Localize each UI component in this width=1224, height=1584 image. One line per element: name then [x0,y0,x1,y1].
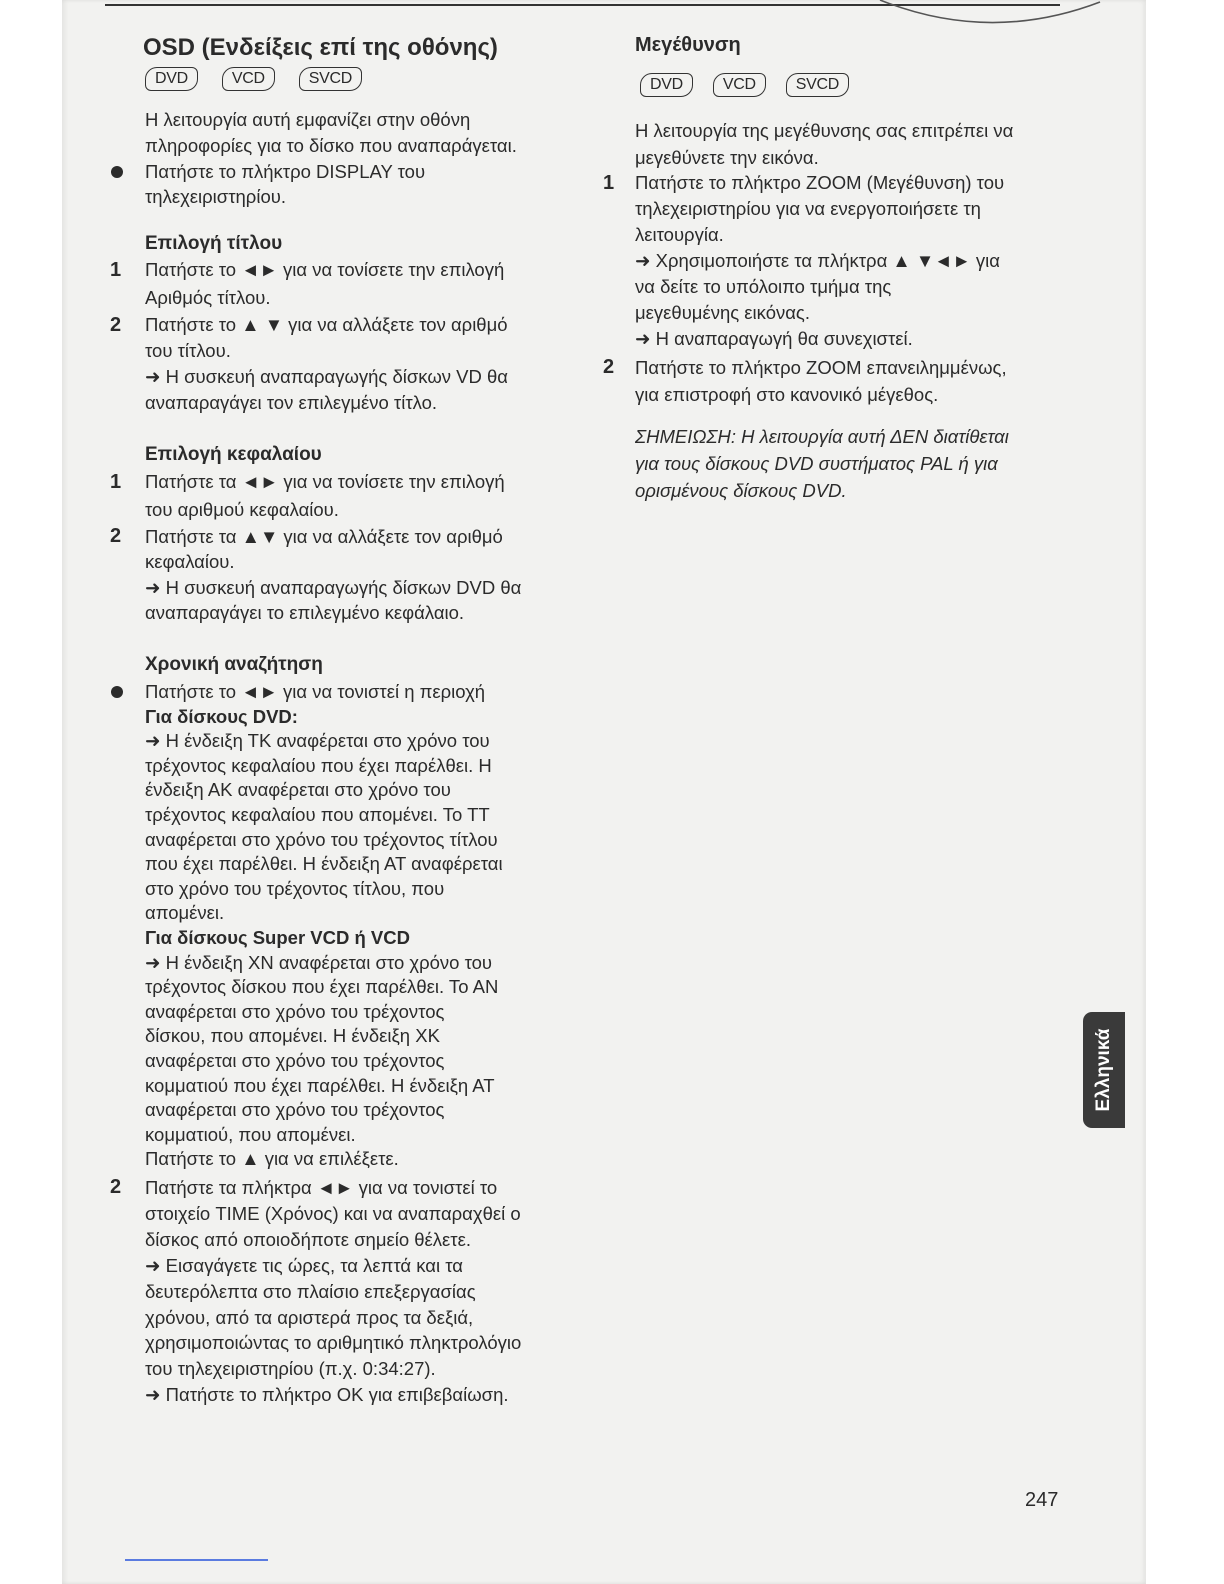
text-line: χρόνου, από τα αριστερά προς τα δεξιά, [145,1306,474,1328]
text-line: κομματιού που έχει παρέλθει. Η ένδειξη ΑΤ [145,1074,495,1096]
text-line: ➜ Η αναπαραγωγή θα συνεχιστεί. [635,328,913,349]
step-number: 1 [110,259,122,281]
osd-bullet [145,159,425,209]
zoom-note [635,423,1009,504]
text-line: ορισμένους δίσκους DVD. [635,480,847,501]
text-line: ➜ Εισαγάγετε τις ώρες, τα λεπτά και τα [145,1254,463,1276]
badge-vcd: VCD [713,73,766,97]
disc-badges-osd [145,67,386,93]
step-text [145,524,521,625]
text-line: του αριθμού κεφαλαίου. [145,499,339,520]
text-line: Πατήστε το πλήκτρο DISPLAY του [145,161,426,182]
text-line: τρέχοντος κεφαλαίου που απομένει. Το ΤΤ [145,803,490,825]
text-line: μεγεθυμένης εικόνας. [635,302,810,323]
text-line: πληροφορίες για το δίσκο που αναπαράγεται. [145,135,517,156]
step-number: 2 [110,1176,122,1198]
vcd-discs-label: Για δίσκους Super VCD ή VCD [145,926,410,948]
step-text [635,354,1007,408]
badge-svcd: SVCD [299,67,362,91]
select-instruction: Πατήστε το ▲ για να επιλέξετε. [145,1148,399,1170]
text-line: ➜ Η συσκευή αναπαραγωγής δίσκων VD θα [145,366,508,387]
vcd-discs-text [145,951,503,1148]
text-line: Πατήστε το πλήκτρο ZOOM (Μεγέθυνση) του [635,172,1005,193]
text-line: τρέχοντος δίσκου που έχει παρέλθει. Το ΑΝ [145,976,499,998]
text-line: στοιχείο TIME (Χρόνος) και να αναπαραχθεί ο [145,1202,521,1224]
text-line: για τους δίσκους DVD συστήματος PAL ή για [635,453,998,474]
chapter-step-1 [110,468,505,524]
text-line: κομματιού, που απομένει. [145,1123,356,1145]
curve-path [880,0,1100,23]
heading-time-search: Χρονική αναζήτηση [145,654,323,675]
text-line: Πατήστε τα ▲▼ για να αλλάξετε τον αριθμό [145,526,503,547]
osd-bullet-text [145,159,425,209]
text-line: δίσκος από οποιοδήποτε σημείο θέλετε. [145,1228,471,1250]
text-line: να δείτε το υπόλοιπο τμήμα της [635,276,892,297]
badge-svcd: SVCD [786,73,849,97]
text-line: στο χρόνο του τρέχοντος τίτλου, που [145,877,445,899]
text-line: δίσκου, που απομένει. Η ένδειξη ΧΚ [145,1025,440,1047]
step-text [145,468,505,524]
time-search-bullet-line: Πατήστε το ◄► για να τονιστεί η περιοχή [145,681,486,702]
bullet-icon [111,166,123,178]
text-line: αναφέρεται στο χρόνο του τρέχοντος [145,1000,445,1022]
text-line: λειτουργία. [635,224,724,245]
text-line: του τίτλου. [145,340,231,361]
step-number: 1 [603,172,615,194]
disc-badges-zoom [640,73,873,99]
zoom-step-2 [603,354,1007,408]
text-line: μεγεθύνετε την εικόνα. [635,147,819,168]
text-line: τρέχοντος κεφαλαίου που έχει παρέλθει. Η [145,754,492,776]
title-step-2 [110,312,508,416]
text-line: αναπαραγάγει το επιλεγμένο κεφάλαιο. [145,601,465,623]
text-line: που έχει παρέλθει. Η ένδειξη ΑΤ αναφέρεται [145,853,503,875]
step-text [145,1175,521,1408]
scan-curve-mark [870,0,1110,30]
heading-title-selection: Επιλογή τίτλου [145,233,283,254]
text-line: ➜ Χρησιμοποιήστε τα πλήκτρα ▲ ▼◄► για [635,250,1000,271]
step-number: 2 [110,525,122,547]
chapter-step-2 [110,524,522,625]
step-text [145,256,504,312]
text-line: Πατήστε τα ◄► για να τονίσετε την επιλογή [145,471,505,492]
link-underline [125,1559,268,1561]
text-line: τηλεχειριστηρίου για να ενεργοποιήσετε τη [635,198,981,219]
text-line: Πατήστε το ▲ ▼ για να αλλάξετε τον αριθμό [145,314,508,335]
zoom-step-1 [603,170,1005,352]
text-line: Η λειτουργία της μεγέθυνσης σας επιτρέπει να [635,120,1014,141]
text-line: ΣΗΜΕΙΩΣΗ: Η λειτουργία αυτή ΔΕΝ διατίθεται [635,426,1009,447]
time-search-bullet [145,680,503,1172]
text-line: κεφαλαίου. [145,551,235,573]
badge-dvd: DVD [640,73,693,97]
osd-intro [145,107,517,159]
text-line: απομένει. [145,902,225,924]
text-line: Πατήστε τα πλήκτρα ◄► για να τονιστεί το [145,1177,498,1198]
zoom-intro [635,117,1013,171]
text-line: ➜ Η ένδειξη ΤΚ αναφέρεται στο χρόνο του [145,730,490,752]
text-line: ➜ Η συσκευή αναπαραγωγής δίσκων DVD θα [145,576,522,598]
dvd-discs-label: Για δίσκους DVD: [145,705,298,727]
page-number: 247 [1025,1489,1059,1511]
text-line: αναφέρεται στο χρόνο του τρέχοντος [145,1049,445,1071]
heading-chapter-selection: Επιλογή κεφαλαίου [145,444,322,465]
step-number: 1 [110,471,122,493]
text-line: αναπαραγάγει τον επιλεγμένο τίτλο. [145,392,438,413]
text-line: δευτερόλεπτα στο πλαίσιο επεξεργασίας [145,1280,476,1302]
title-step-1 [110,256,505,312]
text-line: τηλεχειριστηρίου. [145,186,286,207]
text-line: αναφέρεται στο χρόνο του τρέχοντος τίτλου [145,828,498,850]
text-line: Η λειτουργία αυτή εμφανίζει στην οθόνη [145,109,471,130]
text-line: ➜ Πατήστε το πλήκτρο OK για επιβεβαίωση. [145,1384,509,1406]
text-line: Αριθμός τίτλου. [145,287,271,308]
text-line: χρησιμοποιώντας το αριθμητικό πληκτρολόγιο [145,1332,522,1354]
step-number: 2 [603,356,615,378]
step-number: 2 [110,314,122,336]
text-line: ένδειξη ΑΚ αναφέρεται στο χρόνο του [145,779,451,801]
language-tab [1083,1012,1125,1128]
section-title-osd: OSD (Ενδείξεις επί της οθόνης) [143,34,498,61]
language-tab-label: Ελληνικά [1093,1028,1114,1112]
text-line: για επιστροφή στο κανονικό μέγεθος. [635,384,939,405]
text-line: ➜ Η ένδειξη ΧΝ αναφέρεται στο χρόνο του [145,951,493,973]
time-search-step-2 [110,1175,522,1408]
badge-vcd: VCD [222,67,275,91]
badge-dvd: DVD [145,67,198,91]
text-line: Πατήστε το ◄► για να τονίσετε την επιλογή [145,259,505,280]
step-text [635,170,1004,352]
text-line: Πατήστε το πλήκτρο ZOOM επανειλημμένως, [635,357,1007,378]
step-text [145,312,508,416]
text-line: αναφέρεται στο χρόνο του τρέχοντος [145,1099,445,1121]
text-line: του τηλεχειριστηρίου (π.χ. 0:34:27). [145,1358,436,1380]
dvd-discs-text [145,729,503,926]
heading-zoom: Μεγέθυνση [635,34,741,56]
